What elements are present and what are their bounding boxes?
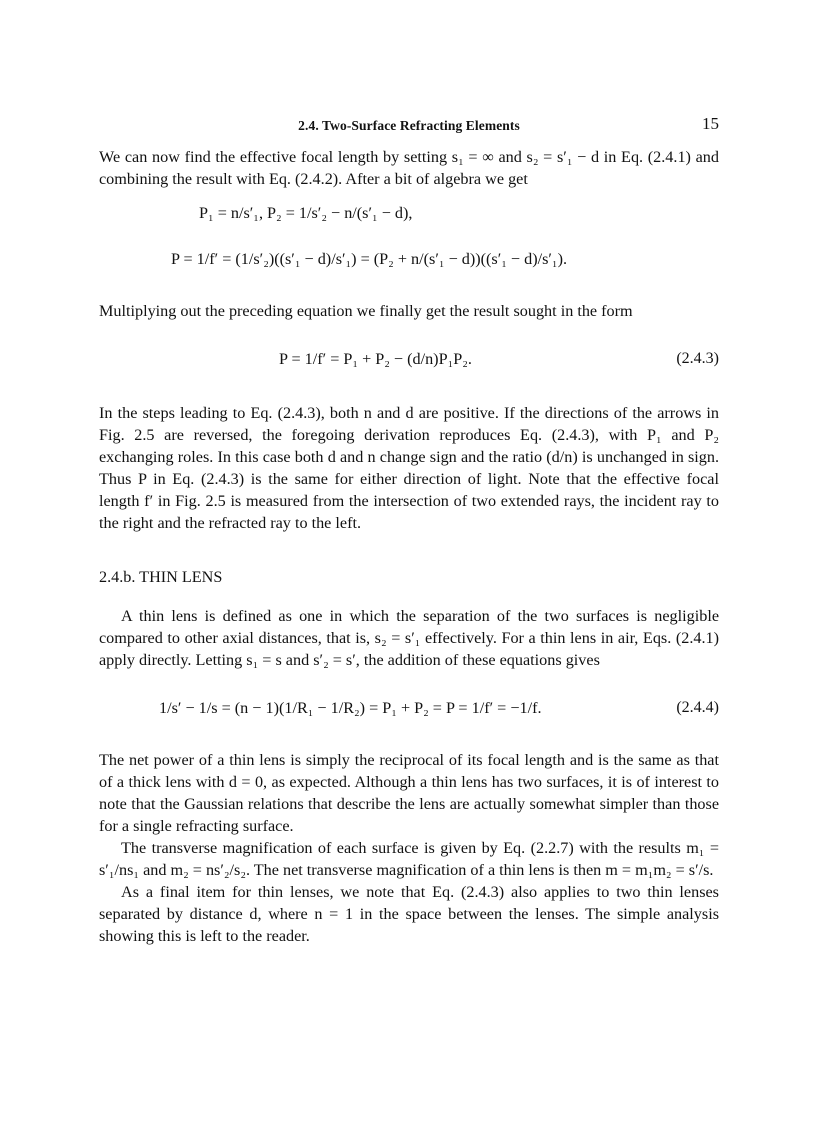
page-header [99, 110, 719, 140]
equation-2-4-4 [99, 677, 719, 739]
section-heading: 2.4.b. THIN LENS [99, 568, 223, 586]
paragraph-2: Multiplying out the preceding equation we finally get the result sought in the form [99, 302, 633, 320]
eq-b: P = 1/f′ = (1/s′₂)((s′₁ − d)/s′₁) = (P₂ + n/(s′₁ − d))((s′₁ − d)/s′₁). [171, 250, 568, 268]
equation-2-4-3 [99, 330, 719, 388]
equation-p1-p2 [99, 202, 719, 248]
paragraph-5: The net power of a thin lens is simply the reciprocal of its focal length and is the same as that of a thick lens with d = 0, as expected. Although a thin lens has two surfaces, it is of interest to note that the Gaussian relations that describe the lens are actually somewhat simpler than those for a single refracting surface. [99, 751, 719, 835]
paragraph-1: We can now find the effective focal length by setting s₁ = ∞ and s₂ = s′₁ − d in Eq. (2.4.1) and combining the result with Eq. (2.4.2). After a bit of algebra we get [99, 148, 719, 188]
eq-a: P₁ = n/s′₁, P₂ = 1/s′₂ − n/(s′₁ − d), [199, 204, 413, 222]
equation-number-2-4-3: (2.4.3) [676, 350, 719, 367]
equation-power [99, 248, 719, 296]
paragraph-7: As a final item for thin lenses, we note that Eq. (2.4.3) also applies to two thin lenses separated by distance d, where n = 1 in the space between the lenses. The simple analysis showing this is left to the reader. [99, 883, 719, 945]
page [99, 110, 719, 947]
running-title: 2.4. Two-Surface Refracting Elements [298, 118, 520, 133]
paragraph-6: The transverse magnification of each surface is given by Eq. (2.2.7) with the results m₁ = s′₁/ns₁ and m₂ = ns′₂/s₂. The net transverse magnification of a thin lens is then m = m₁m₂ = s′/s. [99, 839, 719, 879]
equation-number-2-4-4: (2.4.4) [676, 699, 719, 716]
eq-c: P = 1/f′ = P₁ + P₂ − (d/n)P₁P₂. [279, 350, 472, 368]
page-number: 15 [702, 114, 719, 133]
eq-d: 1/s′ − 1/s = (n − 1)(1/R₁ − 1/R₂) = P₁ + P₂ = P = 1/f′ = −1/f. [159, 699, 542, 717]
paragraph-3: In the steps leading to Eq. (2.4.3), both n and d are positive. If the directions of the arrows in Fig. 2.5 are reversed, the foregoing derivation reproduces Eq. (2.4.3), with P₁ and P₂ exchanging roles. In this case both d and n change sign and the ratio (d/n) is unchanged in sign. Thus P in Eq. (2.4.3) is the same for either direction of light. Note that the effective focal length f′ in Fig. 2.5 is measured from the intersection of two extended rays, the incident ray to the right and the refracted ray to the left. [99, 404, 719, 532]
paragraph-4: A thin lens is defined as one in which the separation of the two surfaces is negligible compared to other axial distances, that is, s₂ = s′₁ effectively. For a thin lens in air, Eqs. (2.4.1) apply directly. Letting s₁ = s and s′₂ = s′, the addition of these equations gives [99, 607, 719, 669]
